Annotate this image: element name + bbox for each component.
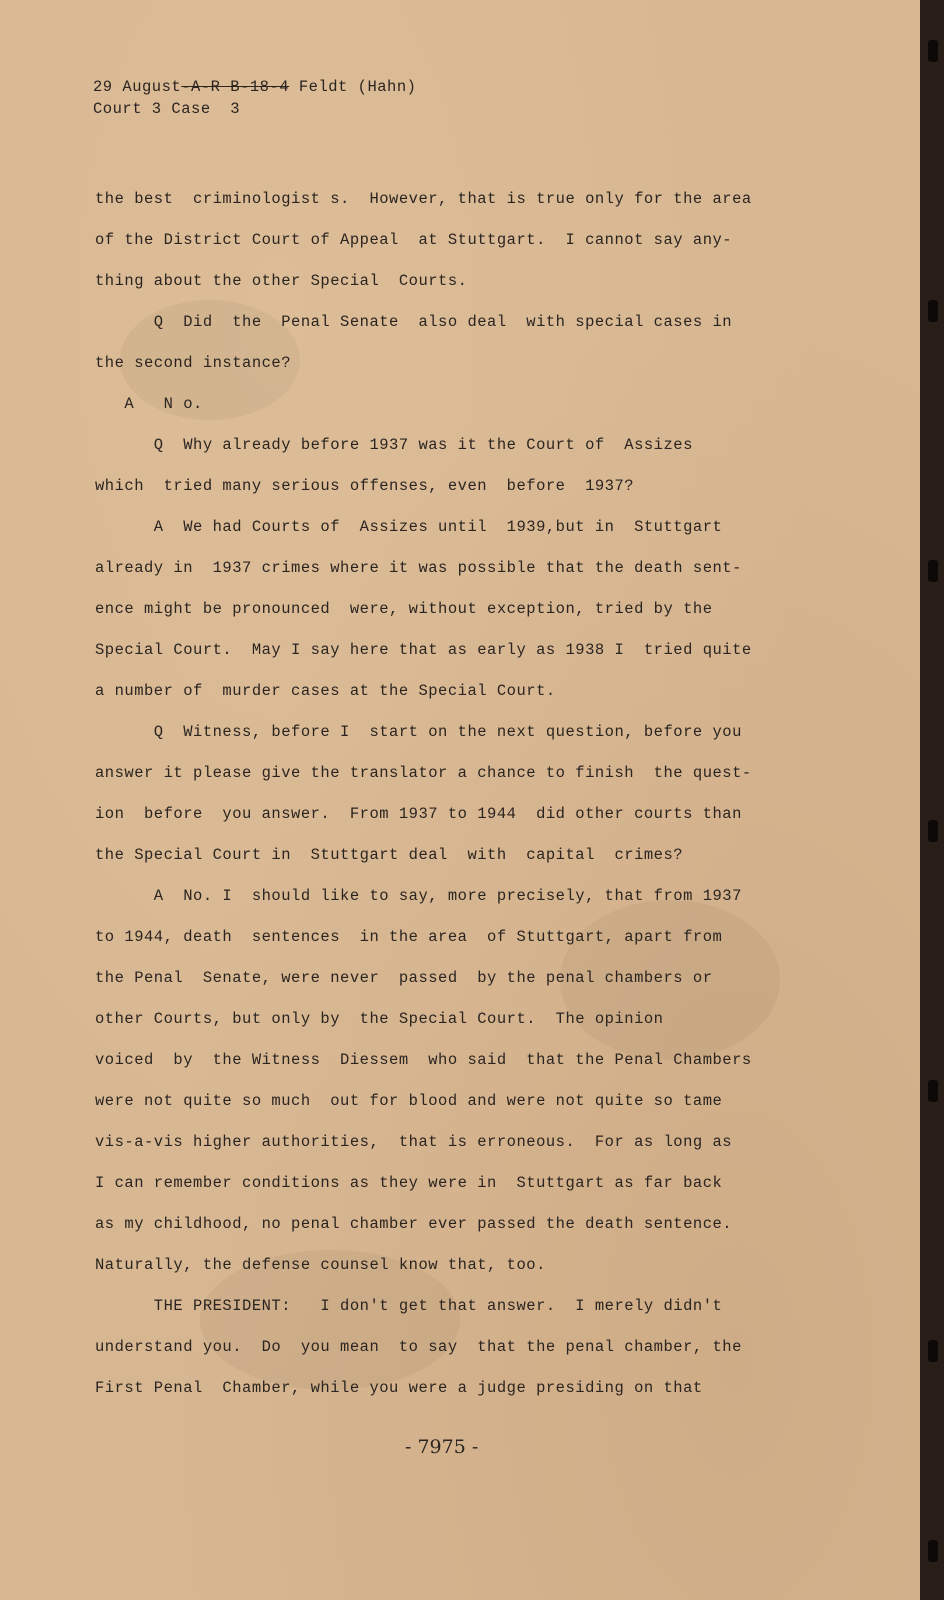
text-line: vis-a-vis higher authorities, that is erroneous. For as long as (95, 1133, 733, 1151)
text-line: as my childhood, no penal chamber ever passed the death sentence. (95, 1215, 733, 1233)
text-line: to 1944, death sentences in the area of Stuttgart, apart from (95, 928, 723, 946)
text-line: Special Court. May I say here that as early as 1938 I tried quite (95, 641, 752, 659)
text-line: the Special Court in Stuttgart deal with capital crimes? (95, 846, 684, 864)
text-line: were not quite so much out for blood and were not quite so tame (95, 1092, 723, 1110)
page-number: - 7975 - (405, 1436, 479, 1458)
text-line: A N o. (95, 395, 203, 413)
binding-hole (928, 1540, 938, 1562)
header-struck-code: -A-R B-18-4 (181, 78, 290, 96)
text-line: other Courts, but only by the Special Court. The opinion (95, 1010, 664, 1028)
header-line-2: Court 3 Case 3 (93, 100, 241, 118)
text-line: ion before you answer. From 1937 to 1944 did other courts than (95, 805, 742, 823)
text-line: THE PRESIDENT: I don't get that answer. I merely didn't (95, 1297, 723, 1315)
binding-hole (928, 300, 938, 322)
text-line: of the District Court of Appeal at Stuttgart. I cannot say any- (95, 231, 733, 249)
binding-hole (928, 560, 938, 582)
text-line: First Penal Chamber, while you were a judge presiding on that (95, 1379, 703, 1397)
binding-hole (928, 820, 938, 842)
text-line: which tried many serious offenses, even before 1937? (95, 477, 635, 495)
text-line: already in 1937 crimes where it was possible that the death sent- (95, 559, 742, 577)
text-line: ence might be pronounced were, without exception, tried by the (95, 600, 713, 618)
binding-hole (928, 40, 938, 62)
text-line: I can remember conditions as they were in Stuttgart as far back (95, 1174, 723, 1192)
text-line: Q Did the Penal Senate also deal with special cases in (95, 313, 733, 331)
text-line: Naturally, the defense counsel know that, too. (95, 1256, 546, 1274)
header-date: 29 August (93, 78, 182, 96)
text-line: Q Witness, before I start on the next question, before you (95, 723, 742, 741)
text-line: Q Why already before 1937 was it the Court of Assizes (95, 436, 693, 454)
text-line: the second instance? (95, 354, 292, 372)
header-name: Feldt (Hahn) (289, 78, 417, 96)
header-line-1 (93, 76, 416, 98)
binding-hole (928, 1340, 938, 1362)
text-line: the Penal Senate, were never passed by the penal chambers or (95, 969, 713, 987)
text-line: a number of murder cases at the Special Court. (95, 682, 556, 700)
document-header (93, 76, 416, 120)
text-line: answer it please give the translator a chance to finish the quest- (95, 764, 752, 782)
binding-hole (928, 1080, 938, 1102)
text-line: thing about the other Special Courts. (95, 272, 468, 290)
text-line: voiced by the Witness Diessem who said that the Penal Chambers (95, 1051, 752, 1069)
text-line: understand you. Do you mean to say that the penal chamber, the (95, 1338, 742, 1356)
text-line: A We had Courts of Assizes until 1939,but in Stuttgart (95, 518, 723, 536)
text-line: the best criminologist s. However, that is true only for the area (95, 190, 752, 208)
text-line: A No. I should like to say, more precisely, that from 1937 (95, 887, 742, 905)
